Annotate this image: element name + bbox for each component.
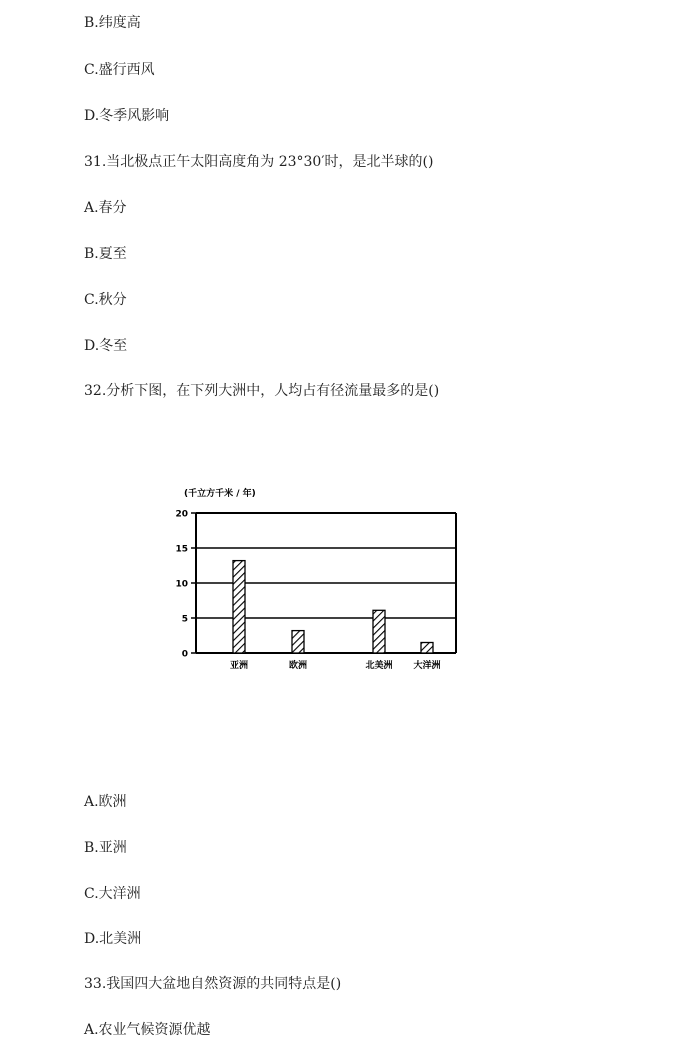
y-tick-label: 5 bbox=[181, 614, 188, 625]
option-a-text: A.农业气候资源优越 bbox=[84, 1022, 211, 1038]
option-b-text: B.夏至 bbox=[84, 246, 127, 262]
bar-北美洲 bbox=[373, 610, 385, 653]
question-33: 33.我国四大盆地自然资源的共同特点是() bbox=[84, 976, 342, 992]
y-tick-label: 10 bbox=[175, 579, 188, 590]
question-31: 31.当北极点正午太阳高度角为 23°30′时，是北半球的() bbox=[84, 154, 434, 170]
option-c-text: C.秋分 bbox=[84, 292, 127, 308]
option-c-text: C.大洋洲 bbox=[84, 886, 141, 902]
y-tick-label: 15 bbox=[175, 544, 188, 555]
option-d-text: D.北美洲 bbox=[84, 931, 142, 947]
bar-大洋洲 bbox=[421, 643, 433, 654]
option-b-text: B.亚洲 bbox=[84, 840, 127, 856]
option-d-text: D.冬至 bbox=[84, 338, 128, 354]
option-b-text: B.纬度高 bbox=[84, 15, 141, 31]
bar-欧洲 bbox=[292, 631, 304, 653]
option-a-text: A.春分 bbox=[84, 200, 127, 216]
option-a-text: A.欧洲 bbox=[84, 794, 127, 810]
option-d-text: D.冬季风影响 bbox=[84, 108, 170, 124]
chart-unit-label: (千立方千米 / 年) bbox=[184, 489, 256, 499]
option-c-text: C.盛行西风 bbox=[84, 62, 155, 78]
x-tick-label: 亚洲 bbox=[229, 661, 249, 671]
x-tick-label: 北美洲 bbox=[365, 661, 393, 671]
y-tick-label: 20 bbox=[175, 509, 188, 520]
bar-亚洲 bbox=[233, 561, 245, 653]
x-tick-label: 欧洲 bbox=[288, 661, 308, 671]
x-tick-label: 大洋洲 bbox=[413, 661, 441, 671]
y-tick-label: 0 bbox=[181, 649, 188, 660]
question-32: 32.分析下图，在下列大洲中，人均占有径流量最多的是() bbox=[84, 383, 440, 399]
runoff-bar-chart bbox=[170, 484, 470, 684]
